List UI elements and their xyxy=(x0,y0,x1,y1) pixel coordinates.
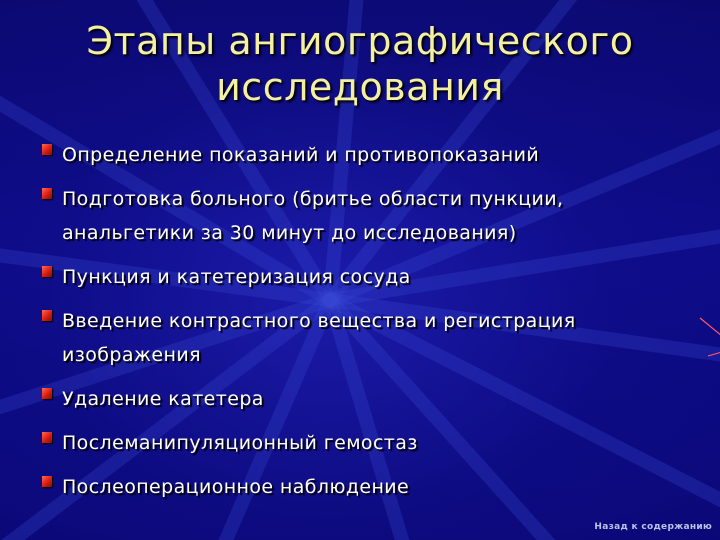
list-item xyxy=(40,382,680,416)
list-item xyxy=(40,426,680,460)
list-item-text: Подготовка больного (бритье области пункции, анальгетики за 30 минут до исследования) xyxy=(62,188,564,244)
list-item-text: Введение контрастного вещества и регистрация изображения xyxy=(62,310,576,366)
list-item xyxy=(40,304,680,372)
back-to-contents-link[interactable]: Назад к содержанию xyxy=(594,522,712,532)
slide-title: Этапы ангиографического исследования xyxy=(86,19,634,109)
list-item-text: Пункция и катетеризация сосуда xyxy=(62,266,411,288)
list-item xyxy=(40,182,680,250)
square-bullet-icon xyxy=(42,388,52,399)
bullet-list xyxy=(40,138,680,514)
square-bullet-icon xyxy=(42,266,52,277)
square-bullet-icon xyxy=(42,476,52,487)
square-bullet-icon xyxy=(42,310,52,321)
list-item-text: Определение показаний и противопоказаний xyxy=(62,144,540,166)
square-bullet-icon xyxy=(42,432,52,443)
square-bullet-icon xyxy=(42,144,52,155)
list-item xyxy=(40,260,680,294)
list-item-text: Послеоперационное наблюдение xyxy=(62,476,410,498)
square-bullet-icon xyxy=(42,188,52,199)
list-item xyxy=(40,138,680,172)
list-item-text: Послеманипуляционный гемостаз xyxy=(62,432,418,454)
list-item-text: Удаление катетера xyxy=(62,388,264,410)
list-item xyxy=(40,470,680,504)
